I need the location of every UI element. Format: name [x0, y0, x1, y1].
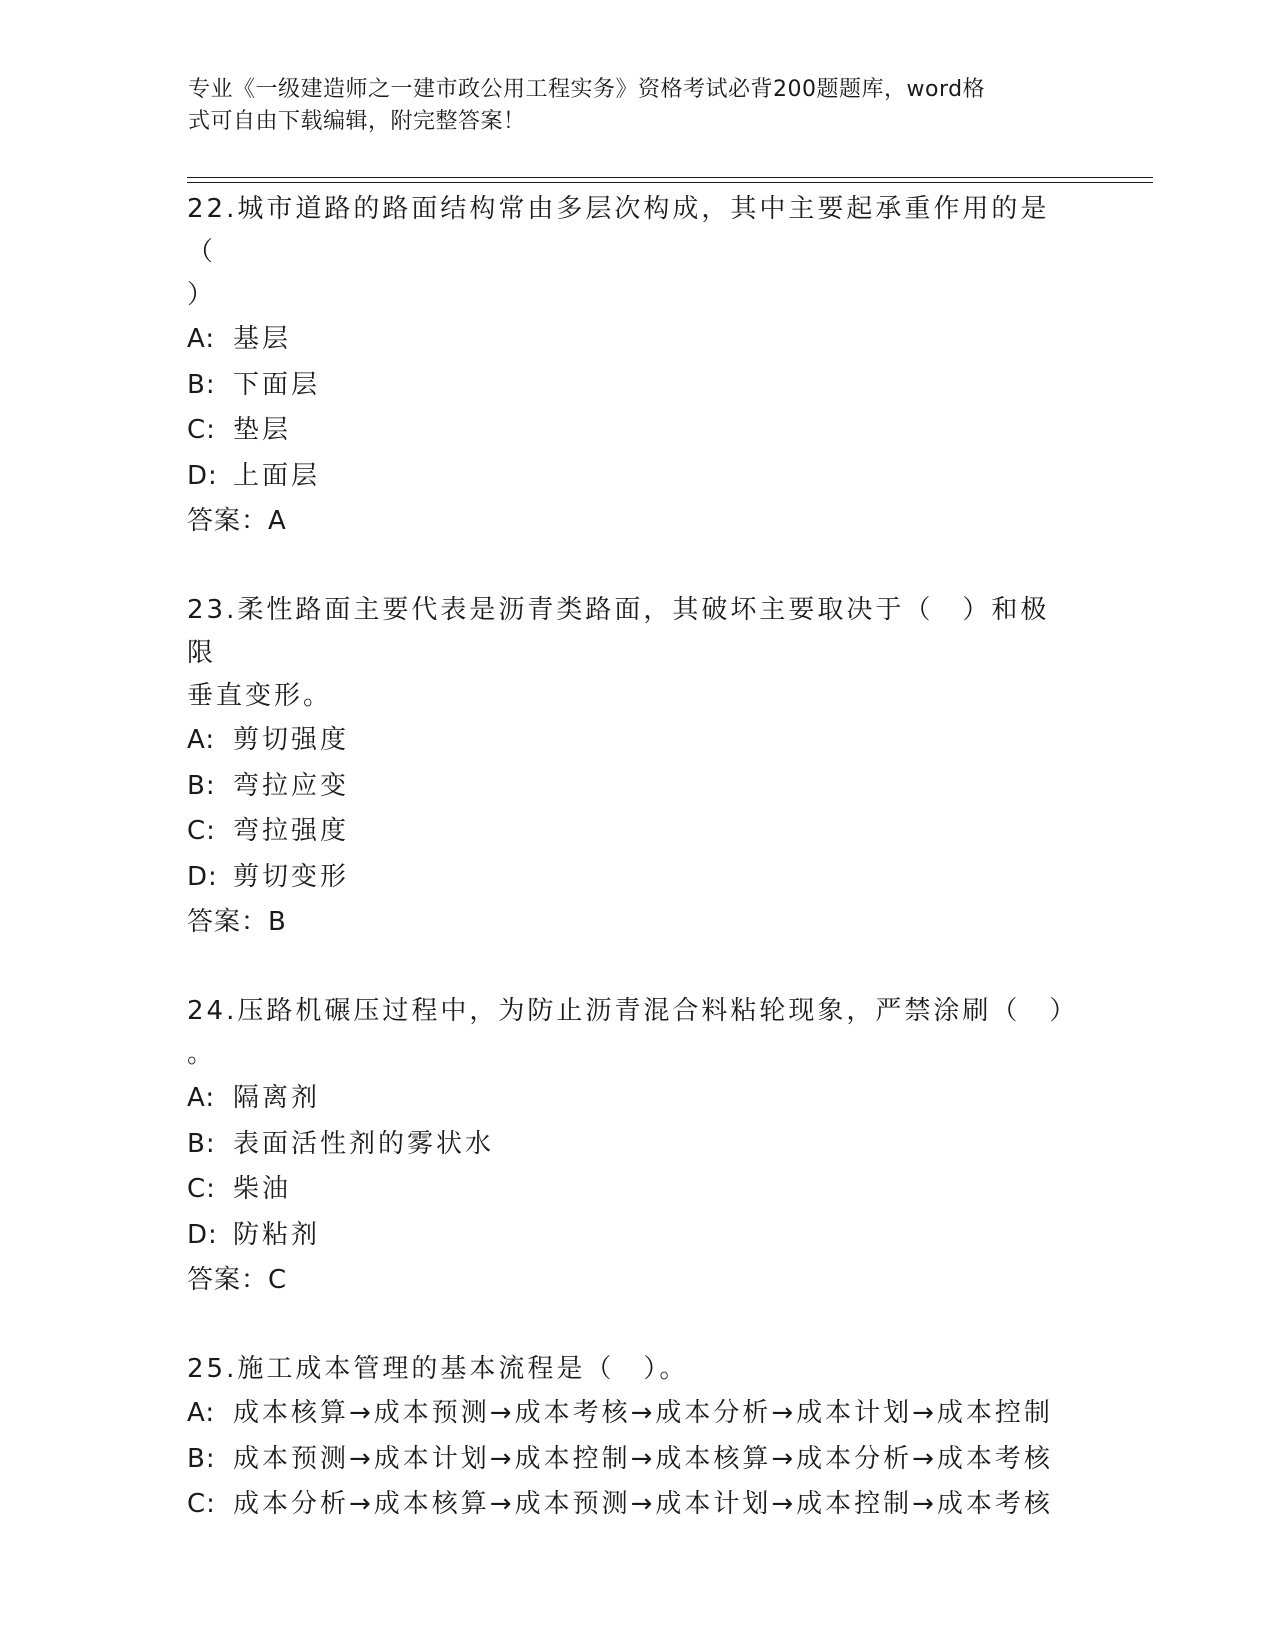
option-d: D: 防粘剂	[187, 1219, 321, 1250]
option-a: A: 基层	[187, 324, 292, 354]
option-b: B: 下面层	[187, 369, 321, 400]
option-d: D: 剪切变形	[187, 861, 350, 892]
document-header	[188, 74, 1068, 138]
header-line-2: 式可自由下载编辑，附完整答案！	[188, 109, 526, 134]
question-stem: 25.施工成本管理的基本流程是（ ）。	[187, 1354, 689, 1384]
question-23	[187, 589, 1087, 945]
option-b: B: 成本预测→成本计划→成本控制→成本核算→成本分析→成本考核	[187, 1443, 1053, 1474]
answer: 答案：C	[187, 1265, 288, 1295]
question-22	[187, 188, 1087, 544]
answer: 答案：B	[187, 907, 287, 937]
option-b: B: 表面活性剂的雾状水	[187, 1128, 495, 1159]
option-c: C: 弯拉强度	[187, 816, 350, 846]
option-b: B: 弯拉应变	[187, 770, 350, 801]
header-divider-bottom	[187, 182, 1153, 183]
header-divider-top	[187, 177, 1153, 178]
header-line-1: 专业《一级建造师之一建市政公用工程实务》资格考试必背200题题库，word格	[188, 77, 986, 102]
option-a: A: 剪切强度	[187, 725, 350, 755]
question-stem: 23.柔性路面主要代表是沥青类路面，其破坏主要取决于（ ）和极限 垂直变形。	[187, 595, 1050, 711]
option-c: C: 成本分析→成本核算→成本预测→成本计划→成本控制→成本考核	[187, 1489, 1053, 1519]
question-stem: 22.城市道路的路面结构常由多层次构成，其中主要起承重作用的是（ ）	[187, 194, 1050, 310]
question-stem: 24.压路机碾压过程中，为防止沥青混合料粘轮现象，严禁涂刷（ ） 。	[187, 996, 1079, 1069]
option-a: A: 成本核算→成本预测→成本考核→成本分析→成本计划→成本控制	[187, 1398, 1053, 1428]
option-c: C: 垫层	[187, 415, 292, 445]
question-24	[187, 990, 1087, 1303]
option-c: C: 柴油	[187, 1174, 292, 1204]
answer: 答案：A	[187, 506, 287, 536]
question-25	[187, 1348, 1087, 1528]
option-d: D: 上面层	[187, 460, 321, 491]
option-a: A: 隔离剂	[187, 1083, 321, 1113]
question-list	[187, 188, 1087, 1573]
